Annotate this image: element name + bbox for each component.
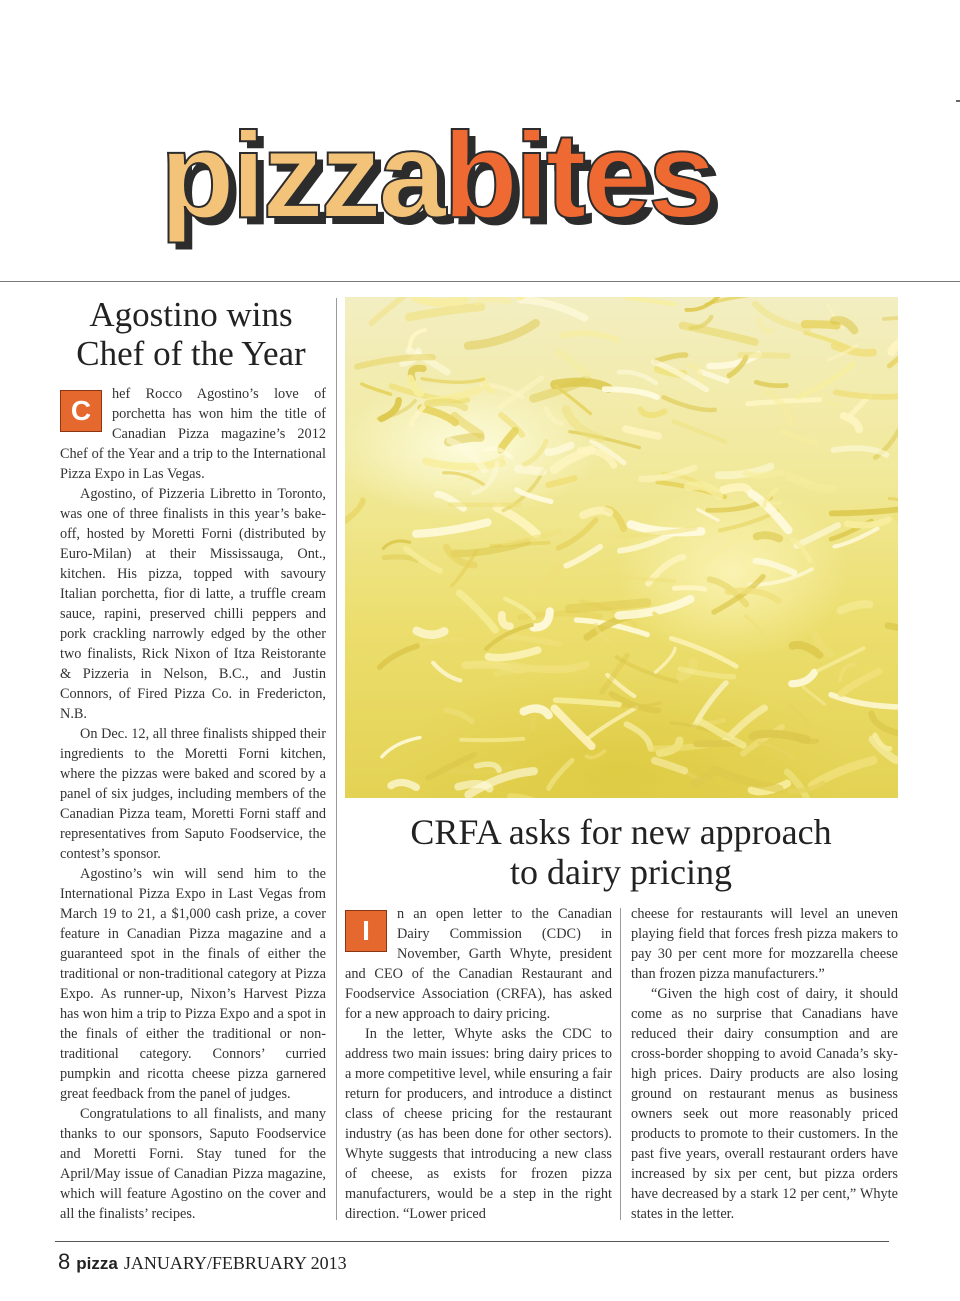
cheese-shred [556, 700, 619, 704]
cheese-shred [626, 429, 659, 436]
cheese-shred [892, 339, 898, 352]
article2-headline [345, 812, 897, 892]
cheese-shred [601, 575, 674, 581]
cheese-shred [895, 516, 898, 548]
cheese-shred [803, 687, 825, 704]
cheese-shred [518, 469, 542, 472]
cheese-shred [756, 382, 786, 386]
cheese-shred [455, 416, 481, 434]
cheese-shred [640, 409, 664, 415]
cheese-shred [788, 476, 833, 489]
cheese-shred [627, 724, 651, 748]
cheese-shred [416, 522, 487, 533]
article2-paragraph: cheese for restaurants will level an uneven playing field that forces fresh pizza makers to pay 30 per cent more for mozzarella cheese than frozen pizza manufacturers.” [631, 906, 898, 982]
cheese-shred [841, 604, 870, 610]
cheese-shred [654, 613, 668, 632]
cheese-shred [446, 710, 471, 721]
page-number: 8 [58, 1249, 71, 1274]
cheese-shred [746, 472, 782, 475]
column-divider [620, 908, 621, 1220]
article1-paragraph: hef Rocco Agostino’s love of porchetta has won him the title of Canadian Pizza magazine’s 2012 Chef of the Year and a trip to the International Pizza Expo in Las Vegas. [60, 386, 326, 482]
cheese-shred [411, 407, 423, 425]
article2-body-col2 [631, 904, 898, 1224]
article2-paragraph: n an open letter to the Canadian Dairy Commission (CDC) in November, Garth Whyte, president and CEO of the Canadian Restaurant and Foodservice Association (CRFA), has asked for a new approach to dairy pricing. [345, 906, 612, 1022]
cheese-shred [756, 561, 794, 573]
article2-headline-line2: to dairy pricing [510, 852, 732, 892]
cheese-shred [587, 751, 605, 758]
cheese-shred [674, 421, 725, 441]
cheese-shred [888, 626, 898, 640]
cheese-shred [549, 479, 575, 485]
cheese-shred [760, 743, 794, 758]
cheese-shred [700, 535, 748, 568]
masthead-pizza: pizza [160, 107, 444, 243]
cheese-shred [410, 330, 426, 350]
cheese-shred [688, 486, 719, 496]
article1-paragraph: Agostino, of Pizzeria Libretto in Toronto, was one of three finalists in this year’s bake-off, hosted by Moretti Forni (distributed by Euro-Milan) at their Mississauga, Ont., kitchen. His pizza, topped with savoury Italian porchetta, fior di latte, a truffle cream sauce, rapini, preserved chilli peppers and pork crackling narrowly edged by the other two finalists, Rick Nixon of Itza Reistorante & Pizzeria in Nelson, B.C., and Justin Connors, of Fired Pizza Co. in Fredericton, N.B. [60, 486, 326, 722]
cheese-shred [562, 333, 618, 340]
article1-paragraph: Congratulations to all finalists, and many thanks to our sponsors, Saputo Foodservice and Moretti Forni. Stay tuned for the April/May issue of Canadian Pizza magazine, which will feature Agostino on the cover and all the finalists’ recipes. [60, 1106, 326, 1222]
cheese-shred [433, 663, 460, 681]
cheese-shred [760, 320, 772, 331]
cheese-shred [793, 645, 820, 655]
cheese-shred [502, 636, 558, 644]
cheese-shred [525, 441, 547, 464]
cheese-shred [345, 500, 363, 521]
section-masthead [160, 100, 860, 250]
cheese-shred [427, 402, 464, 407]
masthead-bites: bites [443, 107, 714, 243]
cheese-shred [409, 307, 481, 317]
cheese-shred [782, 431, 816, 443]
cheese-shred [871, 714, 897, 733]
cheese-shred [683, 326, 755, 342]
footer-rule [55, 1241, 889, 1242]
cheese-shred [566, 547, 600, 566]
article1-paragraph: Agostino’s win will send him to the International Pizza Expo in Last Vegas from March 19 to 21, a $1,000 cash prize, a cover feature in Canadian Pizza magazine and a guaranteed spot in the finals of either the traditional or non-traditional category at Pizza Expo. As runner-up, Nixon’s Harvest Pizza has won him a trip to Pizza Expo and a spot in the finals of either the traditional or non-traditional category. Connors’ curried pumpkin and ricotta cheese pizza garnered great feedback from the panel of judges. [60, 866, 326, 1102]
cheese-shred [714, 770, 779, 789]
cheese-shred [844, 416, 859, 430]
page-footer [58, 1247, 347, 1277]
cheese-shred [502, 615, 510, 626]
cheese-shred [723, 487, 748, 490]
cheese-shred [381, 400, 398, 419]
shredded-cheese-photo [345, 297, 898, 798]
cheese-shreds-illustration [345, 297, 898, 798]
cheese-shred [556, 386, 590, 413]
article1-dropcap: C [60, 390, 102, 432]
cheese-shred [382, 738, 420, 757]
article1-headline [55, 295, 327, 373]
cheese-shred [362, 384, 391, 394]
cheese-shred [554, 708, 591, 746]
cheese-shred [477, 298, 508, 302]
cheese-shred [605, 389, 657, 397]
cheese-shred [549, 760, 572, 788]
cheese-shred [700, 372, 727, 381]
cheese-shred [460, 593, 496, 630]
cheese-shred [625, 297, 674, 304]
cheese-shred [832, 509, 898, 514]
cheese-shred [656, 648, 676, 672]
article1-body [60, 384, 326, 1224]
cheese-shred [422, 379, 484, 383]
article1-paragraph: On Dec. 12, all three finalists shipped their ingredients to the Moretti Forni kitchen, where the pizzas were baked and scored by a panel of six judges, including members of the Canadian Pizza team, Moretti Forni staff and representatives from Saputo Foodservice, the contest’s sponsor. [60, 726, 326, 862]
cheese-shred [548, 445, 571, 452]
cheese-shred [840, 665, 854, 681]
cheese-shred [485, 448, 511, 457]
cheese-shred [664, 397, 715, 410]
cheese-shred [488, 650, 537, 658]
cheese-shred [834, 448, 887, 455]
cheese-shred [619, 372, 656, 383]
cheese-shred [428, 755, 474, 778]
cheese-shred [757, 535, 780, 538]
cheese-shred [836, 392, 898, 397]
cheese-shred [421, 408, 455, 423]
cheese-shred [558, 352, 587, 375]
issue-date: JANUARY/FEBRUARY 2013 [123, 1253, 347, 1273]
cheese-shred [461, 739, 523, 740]
corner-mark [956, 100, 960, 102]
cheese-shred [656, 355, 686, 361]
article1-headline-line1: Agostino wins [89, 295, 293, 334]
cheese-shred [767, 392, 791, 423]
article2-paragraph: “Given the high cost of dairy, it should come as no surprise that Canadians have reduced their dairy consumption and are cross-border shopping to avoid Canada’s sky-high prices. Dairy products are also losing ground on restaurant menus as business owners seek out more reasonably priced products to promote to their customers. In the past five years, overall restaurant orders have increased by six per cent, but pizza orders have decreased by a stark 12 per cent,” Whyte states in the letter. [631, 986, 898, 1222]
cheese-shred [655, 761, 685, 771]
cheese-shred [841, 671, 878, 693]
cheese-shred [521, 300, 585, 318]
cheese-shred [583, 510, 609, 515]
cheese-shred [720, 511, 778, 530]
column-divider [336, 298, 337, 1220]
cheese-shred [501, 431, 515, 450]
cheese-shred [417, 631, 444, 635]
cheese-shred [380, 646, 418, 667]
cheese-shred [426, 461, 502, 467]
cheese-shred [745, 616, 765, 638]
cheese-shred [510, 796, 551, 798]
cheese-shred [796, 525, 837, 545]
article1-headline-line2: Chef of the Year [76, 334, 306, 373]
cheese-shred [468, 323, 536, 346]
cheese-shred [740, 355, 787, 356]
cheese-shred [674, 588, 704, 590]
cheese-shred [788, 703, 816, 735]
cheese-shred [686, 297, 721, 310]
cheese-shred [529, 567, 557, 592]
cheese-shred [384, 557, 417, 561]
cheese-shred [391, 782, 416, 787]
cheese-shred [792, 672, 815, 683]
article2-headline-line1: CRFA asks for new approach [410, 812, 832, 852]
cheese-shred [511, 664, 586, 669]
header-rule [0, 281, 960, 282]
article2-dropcap: I [345, 910, 387, 952]
cheese-shred [671, 638, 736, 666]
cheese-shred [415, 297, 465, 302]
cheese-shred [884, 318, 898, 320]
cheese-shred [559, 520, 596, 548]
article2-paragraph: In the letter, Whyte asks the CDC to address two main issues: bring dairy prices to a more competitive level, while ensuring a fair return for producers, and introduce a distinct class of cheese pricing for the restaurant industry (as has been done for other sectors). Whyte suggests that introducing a new class of cheese, as exists for frozen pizza manufacturers, would be a step in the right direction. “Lower priced [345, 1026, 612, 1222]
cheese-shred [805, 324, 837, 325]
article2-body-col1 [345, 904, 612, 1224]
cheese-shred [546, 408, 561, 423]
cheese-shred [566, 410, 600, 439]
footer-brand: pizza [76, 1254, 118, 1273]
